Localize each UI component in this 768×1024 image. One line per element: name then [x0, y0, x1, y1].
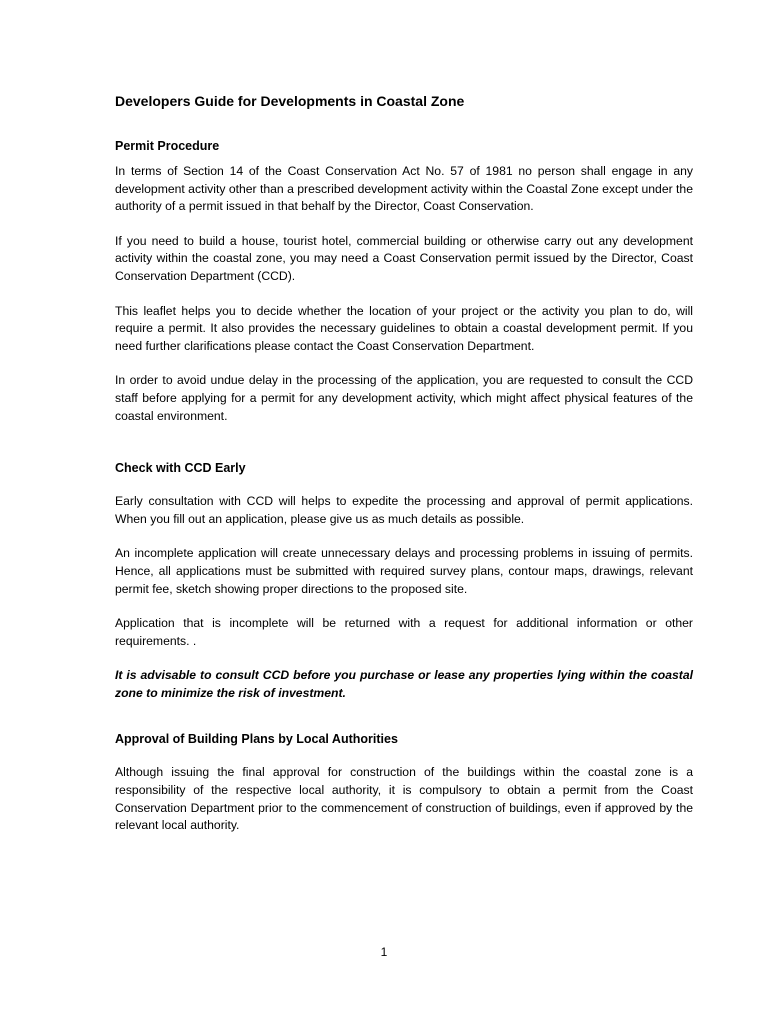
paragraph-permit-4: In order to avoid undue delay in the processing of the application, you are requested to consult the CCD staff before applying for a permit for any development activity, which might affect physical features of the coastal environment.: [115, 373, 693, 423]
paragraph-permit-3: This leaflet helps you to decide whether the location of your project or the activity you plan to do, will require a permit. It also provides the necessary guidelines to obtain a coastal development permit. If you need further clarifications please contact the Coast Conservation Department.: [115, 303, 693, 353]
paragraph-approval-1: Although issuing the final approval for construction of the buildings within the coastal zone is a responsibility of the respective local authority, it is compulsory to obtain a permit from the Coast Conservation Department prior to the commencement of construction of buildings, even if approved by the relevant local authority.: [115, 765, 693, 833]
page-number: 1: [380, 945, 388, 959]
section-spacer: [115, 719, 693, 731]
document-page: [115, 92, 693, 852]
advisory-note: It is advisable to consult CCD before you purchase or lease any properties lying within the coastal zone to minimize the risk of investment.: [115, 668, 693, 700]
document-title: Developers Guide for Developments in Coastal Zone: [115, 93, 465, 109]
paragraph-check-1: Early consultation with CCD will helps to expedite the processing and approval of permit applications. When you fill out an application, please give us as much details as possible.: [115, 494, 693, 526]
section-spacer: [115, 442, 693, 460]
heading-approval-local-authorities: Approval of Building Plans by Local Authorities: [115, 732, 398, 747]
paragraph-permit-1: In terms of Section 14 of the Coast Conservation Act No. 57 of 1981 no person shall engage in any development activity other than a prescribed development activity within the Coastal Zone except under the authority of a permit issued in that behalf by the Director, Coast Conservation.: [115, 164, 693, 214]
heading-permit-procedure: Permit Procedure: [115, 139, 220, 153]
paragraph-check-2: An incomplete application will create unnecessary delays and processing problems in issuing of permits. Hence, all applications must be submitted with required survey plans, contour maps, drawings, relevant permit fee, sketch showing proper directions to the proposed site.: [115, 546, 693, 596]
heading-check-with-ccd: Check with CCD Early: [115, 461, 246, 476]
paragraph-permit-2: If you need to build a house, tourist hotel, commercial building or otherwise carry out any development activity within the coastal zone, you may need a Coast Conservation permit issued by the Director, Coast Conservation Department (CCD).: [115, 233, 693, 283]
paragraph-check-3: Application that is incomplete will be returned with a request for additional information or other requirements. .: [115, 616, 693, 648]
